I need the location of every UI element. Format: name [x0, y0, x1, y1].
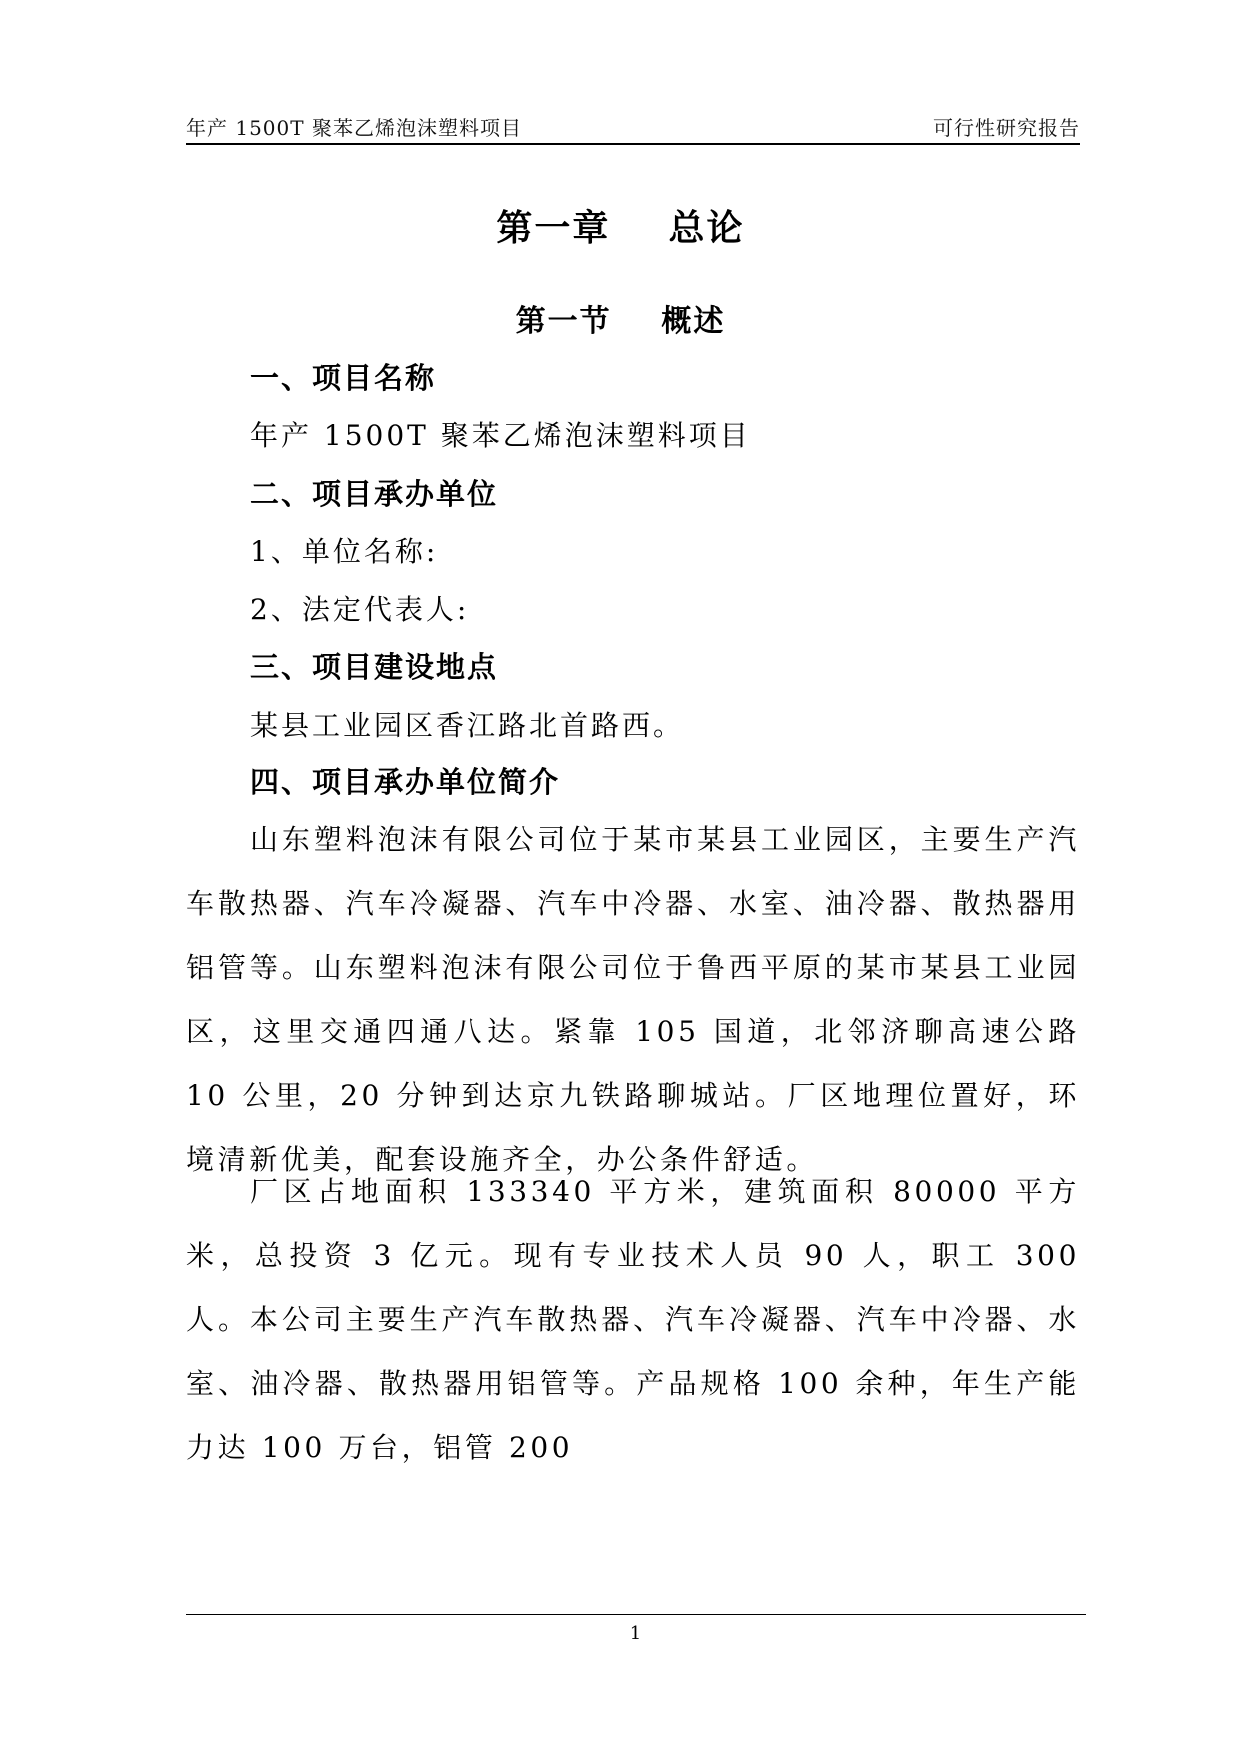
heading-undertaking-unit: 二、项目承办单位: [250, 477, 499, 511]
page-header: [186, 112, 1080, 142]
heading-construction-site: 三、项目建设地点: [250, 650, 499, 684]
header-divider: [186, 143, 1080, 145]
profile-paragraph-2: 厂区占地面积 133340 平方米，建筑面积 80000 平方米，总投资 3 亿元。现有专业技术人员 90 人，职工 300 人。本公司主要生产汽车散热器、汽车冷凝器、汽车中冷器、水室、油冷器、散热器用铝管等。产品规格 100 余种，年生产能力达 100 万台，铝管 200: [186, 1175, 1080, 1464]
header-report-type: 可行性研究报告: [933, 116, 1080, 140]
chapter-title: 第一章 总论: [496, 207, 745, 249]
profile-paragraph-1: 山东塑料泡沫有限公司位于某市某县工业园区，主要生产汽车散热器、汽车冷凝器、汽车中冷器、水室、油冷器、散热器用铝管等。山东塑料泡沫有限公司位于鲁西平原的某市某县工业园区，这里交通四通八达。紧靠 105 国道，北邻济聊高速公路 10 公里，20 分钟到达京九铁路聊城站。厂区地理位置好，环境清新优美，配套设施齐全，办公条件舒适。: [186, 823, 1080, 1176]
section-title: 第一节 概述: [515, 304, 726, 339]
heading-unit-profile: 四、项目承办单位简介: [250, 765, 561, 799]
legal-representative-line: 2、法定代表人:: [250, 593, 470, 626]
construction-site-value: 某县工业园区香江路北首路西。: [250, 709, 685, 742]
unit-name-line: 1、单位名称:: [250, 535, 439, 568]
page-number: 1: [629, 1623, 642, 1644]
header-project-title: 年产 1500T 聚苯乙烯泡沫塑料项目: [186, 116, 522, 140]
heading-project-name: 一、项目名称: [250, 361, 437, 395]
footer-divider: [186, 1614, 1086, 1615]
project-name-value: 年产 1500T 聚苯乙烯泡沫塑料项目: [250, 419, 751, 452]
